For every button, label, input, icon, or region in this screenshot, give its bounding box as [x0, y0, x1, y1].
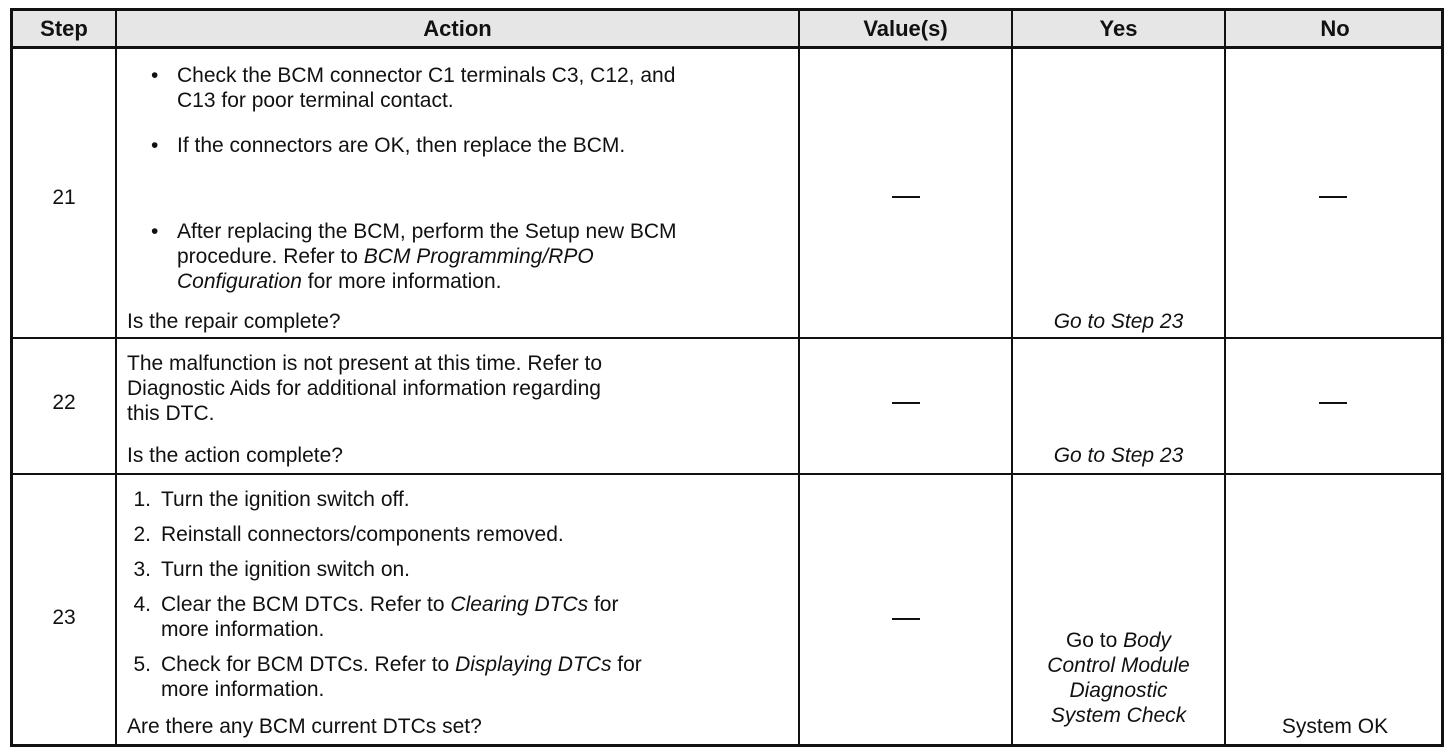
- question-text: Are there any BCM current DTCs set?: [127, 715, 482, 738]
- header-values: Value(s): [863, 16, 948, 41]
- item-number: 1.: [133, 488, 151, 511]
- list-item: [151, 219, 796, 299]
- item-text: Check for BCM DTCs. Refer to Displaying DTCs for more information.: [161, 653, 642, 701]
- row-description: The malfunction is not present at this time. Refer to Diagnostic Aids for additional information regarding this DTC.: [127, 352, 603, 425]
- list-item: [125, 592, 795, 642]
- empty-value-dash: [892, 402, 920, 404]
- empty-value-dash: [1319, 402, 1347, 404]
- bullet-text: Check the BCM connector C1 terminals C3, C12, and: [177, 64, 676, 87]
- row-divider: [13, 337, 1441, 339]
- bullet-icon: •: [151, 220, 159, 243]
- list-item: [125, 557, 795, 582]
- reference-link: BCM Programming/RPO: [363, 245, 594, 268]
- list-item: [151, 63, 796, 113]
- bullet-text: If the connectors are OK, then replace the BCM.: [177, 134, 626, 157]
- list-item: [151, 133, 796, 158]
- bullet-text: C13 for poor terminal contact.: [177, 89, 454, 112]
- question-text: Is the repair complete?: [127, 310, 341, 333]
- header-step: Step: [40, 16, 88, 41]
- item-text: Turn the ignition switch on.: [161, 558, 411, 581]
- list-item: [125, 487, 795, 512]
- step-number: 22: [52, 391, 76, 414]
- item-text: Turn the ignition switch off.: [161, 488, 410, 511]
- item-text: Clear the BCM DTCs. Refer to Clearing DTCs for more information.: [161, 593, 619, 641]
- reference-link: Displaying DTCs: [455, 653, 612, 676]
- empty-value-dash: [892, 618, 920, 620]
- list-item: [125, 652, 795, 702]
- yes-action: Go to Step 23: [1053, 310, 1184, 333]
- item-number: 4.: [133, 593, 151, 616]
- step-number: 21: [52, 186, 76, 209]
- empty-value-dash: [892, 196, 920, 198]
- item-number: 3.: [133, 558, 151, 581]
- reference-link: Configuration: [177, 270, 302, 293]
- divider: [1224, 11, 1226, 744]
- step-number: 23: [52, 606, 76, 629]
- divider: [798, 11, 800, 744]
- bullet-text: Configuration for more information.: [177, 270, 502, 293]
- header-action: Action: [423, 16, 492, 41]
- no-action: System OK: [1281, 715, 1389, 738]
- header-yes: Yes: [1099, 16, 1138, 41]
- bullet-icon: •: [151, 64, 159, 87]
- item-number: 5.: [133, 653, 151, 676]
- bullet-text: procedure. Refer to BCM Programming/RPO: [177, 245, 594, 268]
- yes-action: Go to Body Control Module Diagnostic System Check: [1047, 629, 1190, 727]
- yes-action: Go to Step 23: [1053, 444, 1184, 467]
- row-divider: [13, 473, 1441, 475]
- reference-link: Clearing DTCs: [450, 593, 589, 616]
- diagnostic-table: [10, 8, 1444, 747]
- list-item: [125, 522, 795, 547]
- empty-value-dash: [1319, 196, 1347, 198]
- bullet-icon: •: [151, 134, 159, 157]
- bullet-text: After replacing the BCM, perform the Setup new BCM: [177, 220, 677, 243]
- header-no: No: [1320, 16, 1350, 41]
- item-text: Reinstall connectors/components removed.: [161, 523, 564, 546]
- item-number: 2.: [133, 523, 151, 546]
- question-text: Is the action complete?: [127, 444, 343, 467]
- divider: [115, 11, 117, 744]
- table-header: [13, 11, 1441, 49]
